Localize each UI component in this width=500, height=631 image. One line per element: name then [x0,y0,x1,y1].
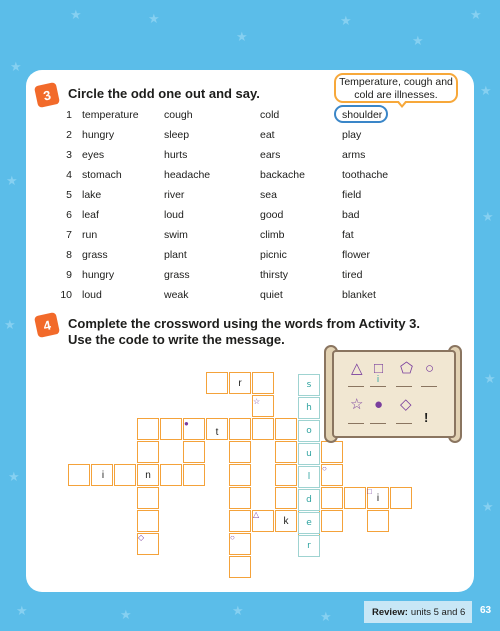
word-cell: loud [82,289,102,301]
crossword-letter: n [145,470,151,481]
crossword-cell[interactable] [367,510,389,532]
crossword-cell[interactable] [390,487,412,509]
word-cell: hungry [82,269,115,281]
word-cell: ears [260,149,281,161]
word-cell: eat [260,129,275,141]
crossword-cell[interactable] [229,441,251,463]
word-cell: swim [164,229,188,241]
word-cell: arms [342,149,366,161]
message-blank [421,386,437,387]
square-marker-icon: □ [367,487,372,496]
speech-bubble-line2: cold are illnesses. [354,89,438,101]
word-cell: loud [164,209,184,221]
crossword-cell[interactable] [160,418,182,440]
diamond-marker-icon: ◇ [138,533,145,542]
activity-4-badge: 4 [34,312,60,338]
word-cell: stomach [82,169,122,181]
message-blank [370,423,386,424]
word-cell: sea [260,189,277,201]
crossword-cell[interactable] [321,441,343,463]
filled-circle-marker-icon: ● [184,419,189,428]
crossword-cell[interactable] [229,556,251,578]
word-cell: river [164,189,185,201]
word-cell: climb [260,229,285,241]
triangle-marker-icon: △ [253,510,260,519]
word-cell: run [82,229,98,241]
footer-review-text: units 5 and 6 [410,606,466,618]
crossword-cell[interactable] [183,464,205,486]
crossword-cell[interactable] [344,487,366,509]
crossword-cell[interactable] [275,464,297,486]
word-cell: cough [164,109,193,121]
crossword-cell[interactable] [137,418,159,440]
diamond-icon: ◇ [400,396,412,413]
crossword-letter: r [238,378,242,389]
crossword-cell[interactable] [321,510,343,532]
activity-4-instruction: Complete the crossword using the words from Activity 3. Use the code to write the message. [68,316,421,347]
word-cell: grass [164,269,190,281]
word-cell: blanket [342,289,376,301]
crossword-cell[interactable] [229,418,251,440]
word-cell: weak [164,289,189,301]
exclamation-mark: ! [424,410,429,425]
crossword-answer-letter: o [306,426,312,436]
circle-marker-icon: ○ [322,464,327,473]
crossword-answer-letter: l [307,472,311,482]
crossword-cell[interactable] [137,441,159,463]
word-cell: picnic [260,249,287,261]
message-blank [396,423,412,424]
star-icon: ☆ [350,396,364,413]
word-cell: hurts [164,149,188,161]
word-cell: thirsty [260,269,289,281]
message-blank [348,423,364,424]
word-cell: temperature [82,109,139,121]
activity-3-instruction: Circle the odd one out and say. [68,86,260,101]
crossword-answer-letter: d [306,495,312,505]
crossword-cell[interactable] [252,418,274,440]
word-cell: leaf [82,209,99,221]
word-cell: fat [342,229,354,241]
word-cell: play [342,129,362,141]
word-cell: flower [342,249,371,261]
word-cell: tired [342,269,363,281]
crossword-answer-letter: r [307,541,311,551]
crossword-cell[interactable] [137,510,159,532]
word-cell: backache [260,169,305,181]
word-cell: headache [164,169,211,181]
footer-review-label: Review: [372,606,408,618]
crossword-cell[interactable] [206,372,228,394]
word-cell: cold [260,109,280,121]
word-cell: eyes [82,149,105,161]
crossword-letter: t [215,427,219,438]
crossword-cell[interactable] [275,487,297,509]
message-blank [370,386,386,387]
speech-bubble-line1: Temperature, cough and [339,76,453,88]
crossword-cell[interactable] [68,464,90,486]
word-cell: good [260,209,284,221]
triangle-icon: △ [351,360,363,377]
crossword-cell[interactable] [252,372,274,394]
word-cell: shoulder [342,109,383,121]
crossword-cell[interactable] [229,464,251,486]
crossword-answer-letter: u [306,449,312,459]
crossword-answer-letter: h [306,403,312,413]
crossword-cell[interactable] [275,418,297,440]
crossword-letter: i [101,470,105,481]
crossword-answer-letter: e [306,518,312,528]
crossword-cell[interactable] [229,510,251,532]
crossword-cell[interactable] [160,464,182,486]
word-cell: sleep [164,129,190,141]
footer-review-tab [364,601,472,623]
crossword-letter: k [283,516,289,527]
word-cell: lake [82,189,102,201]
crossword-cell[interactable] [183,441,205,463]
word-cell: toothache [342,169,389,181]
crossword-cell[interactable] [275,441,297,463]
word-cell: grass [82,249,108,261]
message-blank [396,386,412,387]
word-cell: field [342,189,362,201]
message-blank [348,386,364,387]
crossword-letter: i [376,493,380,504]
word-cell: hungry [82,129,115,141]
crossword-answer-letter: s [306,380,312,390]
crossword-cell[interactable] [137,487,159,509]
speech-bubble [334,73,458,103]
page-number: 63 [480,605,492,616]
filled-circle-icon: ● [374,396,384,413]
crossword-cell[interactable] [229,487,251,509]
word-cell: plant [164,249,187,261]
crossword-cell[interactable] [114,464,136,486]
activity-3-badge: 3 [34,82,60,108]
message-answer-letter: i [376,375,380,385]
circle-marker-icon: ○ [230,533,235,542]
word-cell: bad [342,209,360,221]
circle-icon: ○ [425,360,435,377]
pentagon-icon: ⬠ [400,360,414,377]
crossword-cell[interactable] [321,487,343,509]
square-icon: □ [374,360,384,377]
word-cell: quiet [260,289,283,301]
star-marker-icon: ☆ [253,397,261,406]
